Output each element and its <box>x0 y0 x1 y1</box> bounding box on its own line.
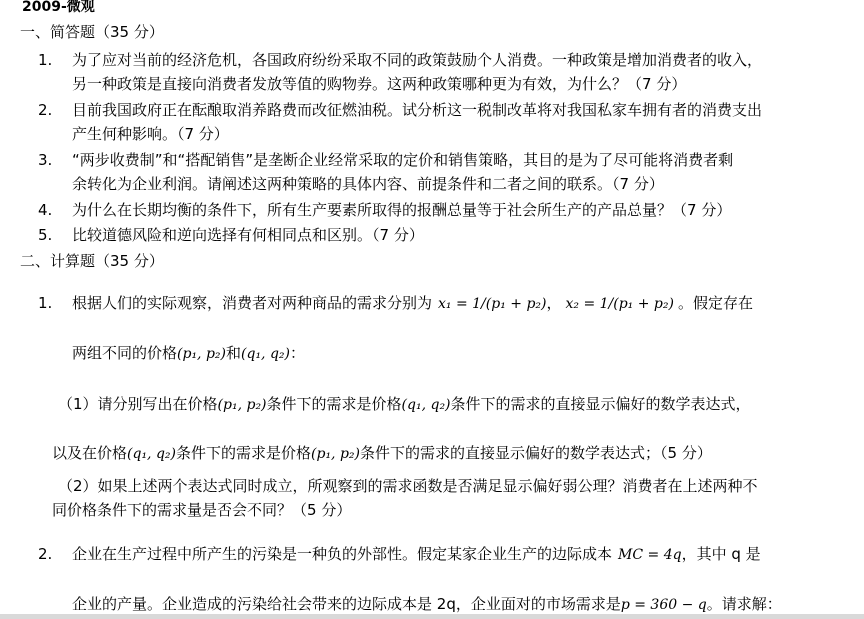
document-title: 2009-微观 <box>22 0 95 15</box>
price-vector-p: (p₁, p₂) <box>311 446 360 462</box>
equation-demand-x1: x₁ = 1/(p₁ + p₂) <box>438 296 547 312</box>
question-text: 产生何种影响。（7 分） <box>72 125 229 143</box>
text-run: ，其中 q 是 <box>681 545 761 563</box>
equation-demand-x2: x₂ = 1/(p₁ + p₂) <box>565 296 674 312</box>
question-number: 4. <box>38 201 53 219</box>
question-text: 为什么在长期均衡的条件下，所有生产要素所取得的报酬总量等于社会所生产的产品总量？（7 分） <box>72 201 732 219</box>
sub-question-text <box>58 394 751 415</box>
question-text: 余转化为企业利润。请阐述这两种策略的具体内容、前提条件和二者之间的联系。（7 分） <box>72 175 664 193</box>
price-vector-q: (q₁, q₂) <box>401 397 451 413</box>
price-vector-q: (q₁, q₂) <box>241 346 290 362</box>
text-run: 和 <box>226 344 242 362</box>
text-run: 。假定存在 <box>677 294 753 312</box>
question-number: 1. <box>38 51 53 69</box>
question-text: 比较道德风险和逆向选择有何相同点和区别。（7 分） <box>72 226 424 244</box>
question-text <box>72 343 305 364</box>
text-run: 条件下的需求的直接显示偏好的数学表达式， <box>450 395 751 413</box>
sub-question-text <box>52 443 712 464</box>
bottom-divider <box>0 614 864 619</box>
text-run: 条件下的需求的直接显示偏好的数学表达式；（5 分） <box>360 444 712 462</box>
question-text: “两步收费制”和“搭配销售”是垄断企业经常采取的定价和销售策略，其目的是为了尽可能将消费者剩 <box>72 151 734 169</box>
question-text: 为了应对当前的经济危机，各国政府纷纷采取不同的政策鼓励个人消费。一种政策是增加消费者的收入， <box>72 51 763 69</box>
text-run: 。请求解： <box>706 595 782 613</box>
question-number: 3. <box>38 151 53 169</box>
question-text <box>72 544 761 565</box>
text-run: 两组不同的价格 <box>72 344 178 362</box>
text-run: 根据人们的实际观察，消费者对两种商品的需求分别为 <box>72 294 433 312</box>
sub-question-text: （2）如果上述两个表达式同时成立，所观察到的需求函数是否满足显示偏好弱公理？消费者在上述两种不 <box>58 477 758 495</box>
question-number: 2. <box>38 101 53 119</box>
question-text <box>72 594 782 615</box>
text-run: 企业的产量。企业造成的污染给社会带来的边际成本是 2q，企业面对的市场需求是 <box>72 595 621 613</box>
sub-question-text: 同价格条件下的需求量是否会不同？（5 分） <box>52 501 352 519</box>
text-run: ， <box>546 294 562 312</box>
section-heading-calculation: 二、计算题（35 分） <box>20 252 164 270</box>
equation-market-demand: p = 360 − q <box>620 597 707 613</box>
text-run: ： <box>290 344 306 362</box>
text-run: 条件下的需求是价格 <box>176 444 312 462</box>
question-text <box>72 293 753 314</box>
price-vector-p: (p₁, p₂) <box>177 346 226 362</box>
question-number: 5. <box>38 226 53 244</box>
equation-marginal-cost: MC = 4q <box>618 547 682 563</box>
section-heading-short-answer: 一、简答题（35 分） <box>20 23 164 41</box>
question-text: 目前我国政府正在酝酿取消养路费而改征燃油税。试分析这一税制改革将对我国私家车拥有者的消费支出 <box>72 101 763 119</box>
question-number: 1. <box>38 294 53 312</box>
text-run: 以及在价格 <box>52 444 128 462</box>
question-number: 2. <box>38 545 53 563</box>
price-vector-p: (p₁, p₂) <box>217 397 267 413</box>
price-vector-q: (q₁, q₂) <box>127 446 176 462</box>
text-run: （1）请分别写出在价格 <box>58 395 218 413</box>
question-text: 另一种政策是直接向消费者发放等值的购物券。这两种政策哪种更为有效，为什么？（7 分） <box>72 75 687 93</box>
text-run: 企业在生产过程中所产生的污染是一种负的外部性。假定某家企业生产的边际成本 <box>72 545 613 563</box>
text-run: 条件下的需求是价格 <box>266 395 402 413</box>
